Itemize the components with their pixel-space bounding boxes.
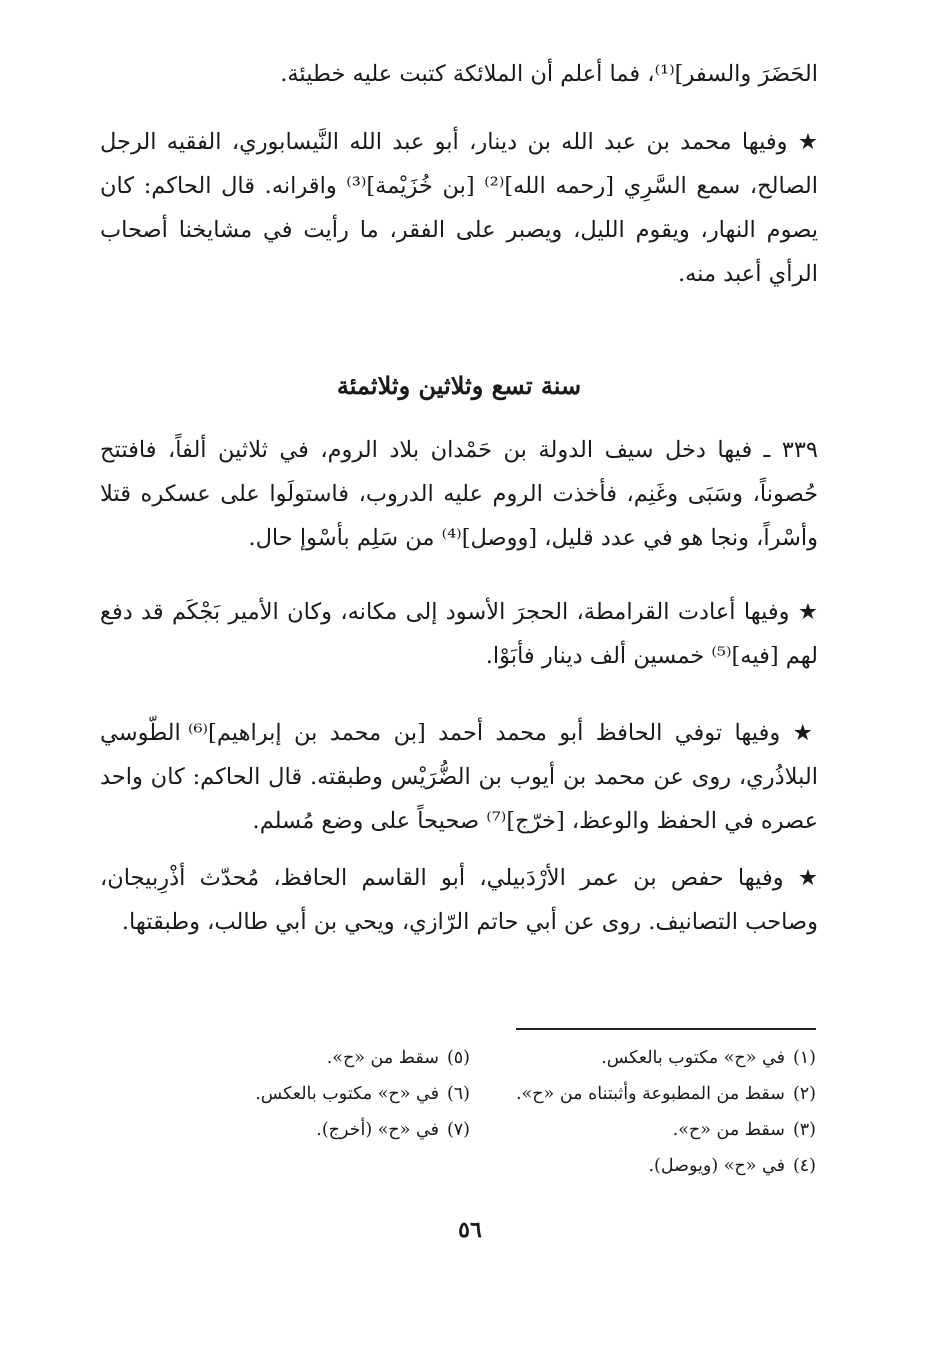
footnote-number: (١) <box>792 1048 816 1068</box>
footnote-number: (٥) <box>446 1048 470 1068</box>
footnote-number: (٦) <box>446 1084 470 1104</box>
footnote-1 <box>486 1040 816 1076</box>
footnote-text: في «ح» مكتوب بالعكس. <box>255 1084 439 1104</box>
paragraph-tusi: ★ وفيها توفي الحافظ أبو محمد أحمد [بن محمد بن إبراهيم]⁽⁶⁾ الطّوسي البلاذُري، روى عن محمد بن أيوب بن الضُّرَيْس وطبقته. قال الحاكم: كان واحد عصره في الحفظ والوعظ، [خرّج]⁽⁷⁾ صحيحاً على وضع مُسلم. <box>100 720 818 834</box>
footnote-text: سقط من «ح». <box>672 1120 785 1140</box>
footnote-7 <box>210 1112 470 1148</box>
footnote-number: (٤) <box>792 1156 816 1176</box>
footnote-6 <box>210 1076 470 1112</box>
paragraph-qaramita: ★ وفيها أعادت القرامطة، الحجرَ الأسود إلى مكانه، وكان الأمير بَجْكَم قد دفع لهم [فيه]⁽⁵⁾ خمسين ألف دينار فأبَوْا. <box>100 599 818 669</box>
paragraph-naysaburi: ★ وفيها محمد بن عبد الله بن دينار، أبو عبد الله النَّيسابوري، الفقيه الرجل الصالح، سمع السَّرِي [رحمه الله]⁽²⁾ [بن خُزَيْمة]⁽³⁾ واقرانه. قال الحاكم: كان يصوم النهار، ويقوم الليل، ويصبر على الفقر، ما رأيت في مشايخنا أصحاب الرأي أعبد منه. <box>100 129 819 287</box>
footnote-text: في «ح» (أخرج). <box>316 1120 439 1140</box>
footnote-number: (٣) <box>792 1120 816 1140</box>
footnote-3 <box>486 1112 816 1148</box>
footnote-number: (٢) <box>792 1084 816 1104</box>
footnote-4 <box>486 1148 816 1184</box>
paragraph-ardabili: ★ وفيها حفص بن عمر الأرْدَبيلي، أبو القاسم الحافظ، مُحدّث أذْرِبيجان، وصاحب التصانيف. روى عن أبي حاتم الرّازي، ويحي بن أبي طالب، وطبقتها. <box>100 865 818 935</box>
footnote-2 <box>486 1076 816 1112</box>
footnotes-right-column <box>486 1040 816 1184</box>
year-heading: سنة تسع وثلاثين وثلاثمئة <box>336 371 582 400</box>
footnotes-left-column <box>210 1040 470 1148</box>
footnote-text: في «ح» (ويوصل). <box>648 1156 785 1176</box>
paragraph-continuation: الحَضَرَ والسفر]⁽¹⁾، فما أعلم أن الملائكة كتبت عليه خطيئة. <box>280 61 818 87</box>
footnote-number: (٧) <box>446 1120 470 1140</box>
footnote-text: سقط من المطبوعة وأثبتناه من «ح». <box>515 1084 785 1104</box>
paragraph-339: ٣٣٩ ـ فيها دخل سيف الدولة بن حَمْدان بلاد الروم، في ثلاثين ألفاً، فافتتح حُصوناً، وسَبَى وغَنِم، فأخذت الروم عليه الدروب، فاستولَوا على عسكره قتلا وأسْراً، ونجا هو في عدد قليل، [ووصل]⁽⁴⁾ من سَلِم بأسْوإ حال. <box>100 437 818 551</box>
footnote-separator <box>516 1028 816 1030</box>
footnote-text: في «ح» مكتوب بالعكس. <box>601 1048 785 1068</box>
page-number: ٥٦ <box>458 1217 482 1243</box>
footnote-5 <box>210 1040 470 1076</box>
footnote-text: سقط من «ح». <box>326 1048 439 1068</box>
